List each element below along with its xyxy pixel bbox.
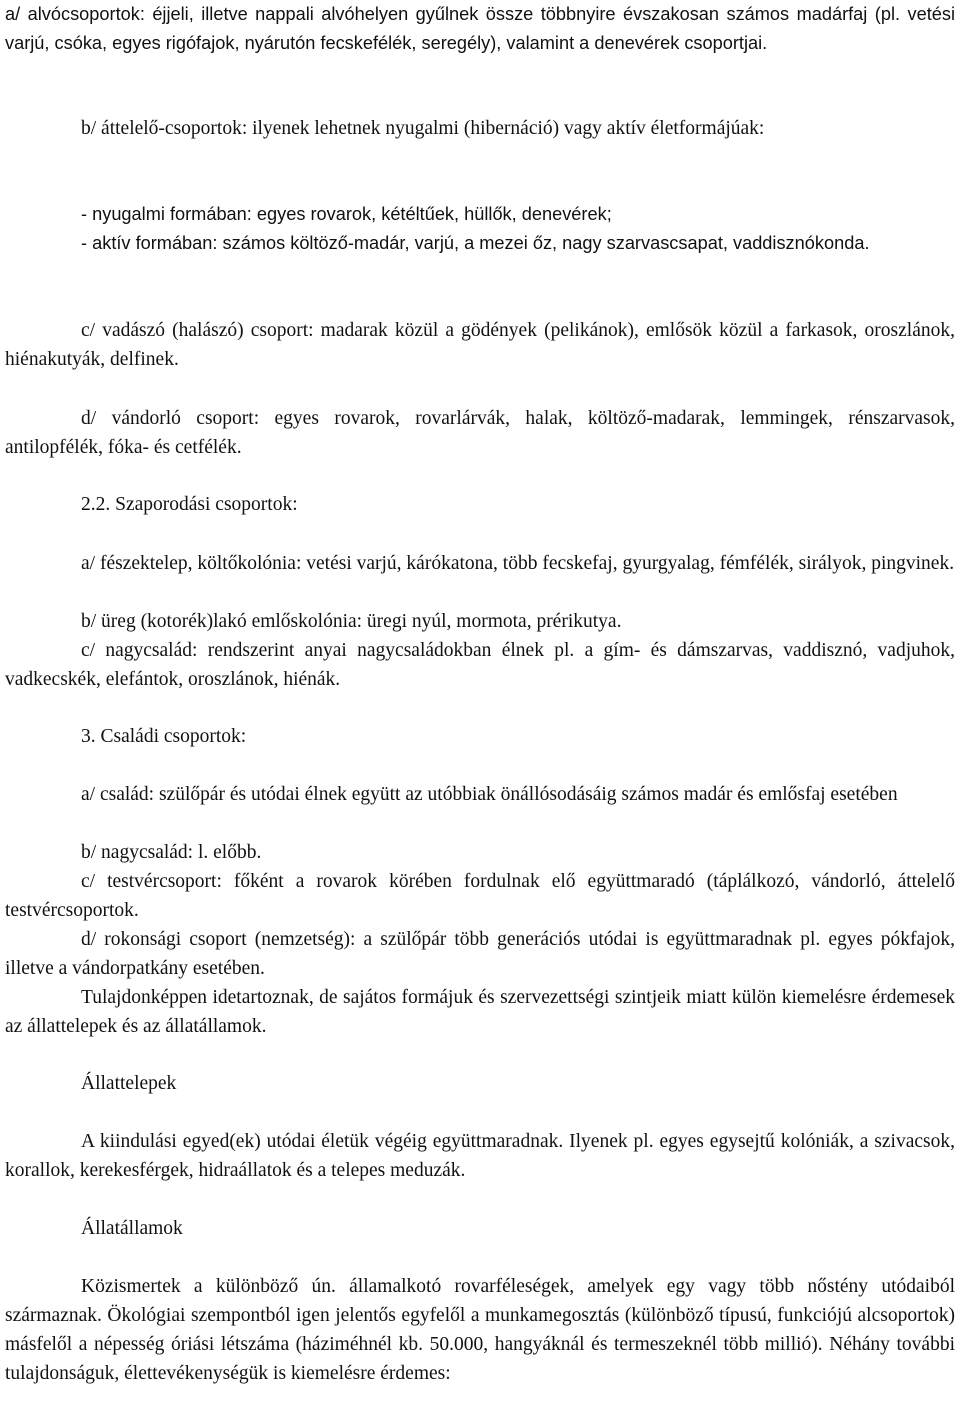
paragraph-nagycsalad-szaporodasi: c/ nagycsalád: rendszerint anyai nagycsaládokban élnek pl. a gím- és dámszarvas, vaddisznó, vadjuhok, vadkecskék, elefántok, oroszlánok, hiénák.	[5, 640, 955, 690]
list-item-aktiv: - aktív formában: számos költöző-madár, varjú, a mezei őz, nagy szarvascsapat, vaddisznókonda.	[81, 233, 870, 253]
section-heading-allattelepek: Állattelepek	[81, 1073, 177, 1094]
paragraph-nagycsalad: b/ nagycsalád: l. előbb.	[81, 842, 262, 863]
section-heading-szaporodasi: 2.2. Szaporodási csoportok:	[81, 494, 298, 515]
list-item-nyugalmi: - nyugalmi formában: egyes rovarok, kétéltűek, hüllők, denevérek;	[81, 204, 612, 224]
paragraph-csalad: a/ család: szülőpár és utódai élnek együtt az utóbbiak önállósodásáig számos madár és emlősfaj esetében	[81, 784, 898, 805]
paragraph-alvocsoportok: a/ alvócsoportok: éjjeli, illetve nappali alvóhelyen gyűlnek össze többnyire évszakosan számos madárfaj (pl. vetési varjú, csóka, egyes rigófajok, nyárutón fecskefélék, seregély), valamint a denevérek csoportjai.	[5, 4, 955, 53]
paragraph-rokonsagi-csoport: d/ rokonsági csoport (nemzetség): a szülőpár több generációs utódai is együttmaradnak pl. egyes pókfajok, illetve a vándorpatkány esetében.	[5, 929, 955, 979]
section-heading-allatallamok: Állatállamok	[81, 1218, 183, 1239]
paragraph-allatallamok: Közismertek a különböző ún. államalkotó rovarféleségek, amelyek egy vagy több nőstény utódaiból származnak. Ökológiai szempontból igen jelentős egyfelől a munkamegosztás (különböző típusú, funkciójú alcsoportok) másfelől a népesség óriási létszáma (háziméhnél kb. 50.000, hangyáknál és termeszeknél több millió). Néhány további tulajdonságuk, élettevékenységük is kiemelésre érdemes:	[5, 1276, 955, 1384]
section-heading-csaladi: 3. Családi csoportok:	[81, 726, 247, 747]
paragraph-ureglako: b/ üreg (kotorék)lakó emlőskolónia: üregi nyúl, mormota, prérikutya.	[81, 611, 622, 632]
paragraph-testvercsoport: c/ testvércsoport: főként a rovarok körében fordulnak elő együttmaradó (táplálkozó, vándorló, áttelelő testvércsoportok.	[5, 871, 955, 921]
paragraph-feszektelep: a/ fészektelep, költőkolónia: vetési varjú, kárókatona, több fecskefaj, gyurgyalag, fémfélék, sirályok, pingvinek.	[81, 553, 955, 574]
paragraph-tulajdonkeppen: Tulajdonképpen idetartoznak, de sajátos formájuk és szervezettségi szintjeik miatt külön kiemelésre érdemesek az állattelepek és az állatállamok.	[5, 987, 955, 1037]
paragraph-atttelelo-csoportok: b/ áttelelő-csoportok: ilyenek lehetnek nyugalmi (hibernáció) vagy aktív életformájúak:	[81, 118, 765, 139]
paragraph-vadaszo-csoport: c/ vadászó (halászó) csoport: madarak közül a gödények (pelikánok), emlősök közül a farkasok, oroszlánok, hiénakutyák, delfinek.	[5, 320, 955, 370]
paragraph-vandorlo-csoport: d/ vándorló csoport: egyes rovarok, rovarlárvák, halak, költöző-madarak, lemmingek, rénszarvasok, antilopfélék, fóka- és cetfélék.	[5, 408, 955, 458]
paragraph-allattelepek: A kiindulási egyed(ek) utódai életük végéig együttmaradnak. Ilyenek pl. egyes egysejtű kolóniák, a szivacsok, korallok, kerekesférgek, hidraállatok és a telepes meduzák.	[5, 1131, 955, 1181]
